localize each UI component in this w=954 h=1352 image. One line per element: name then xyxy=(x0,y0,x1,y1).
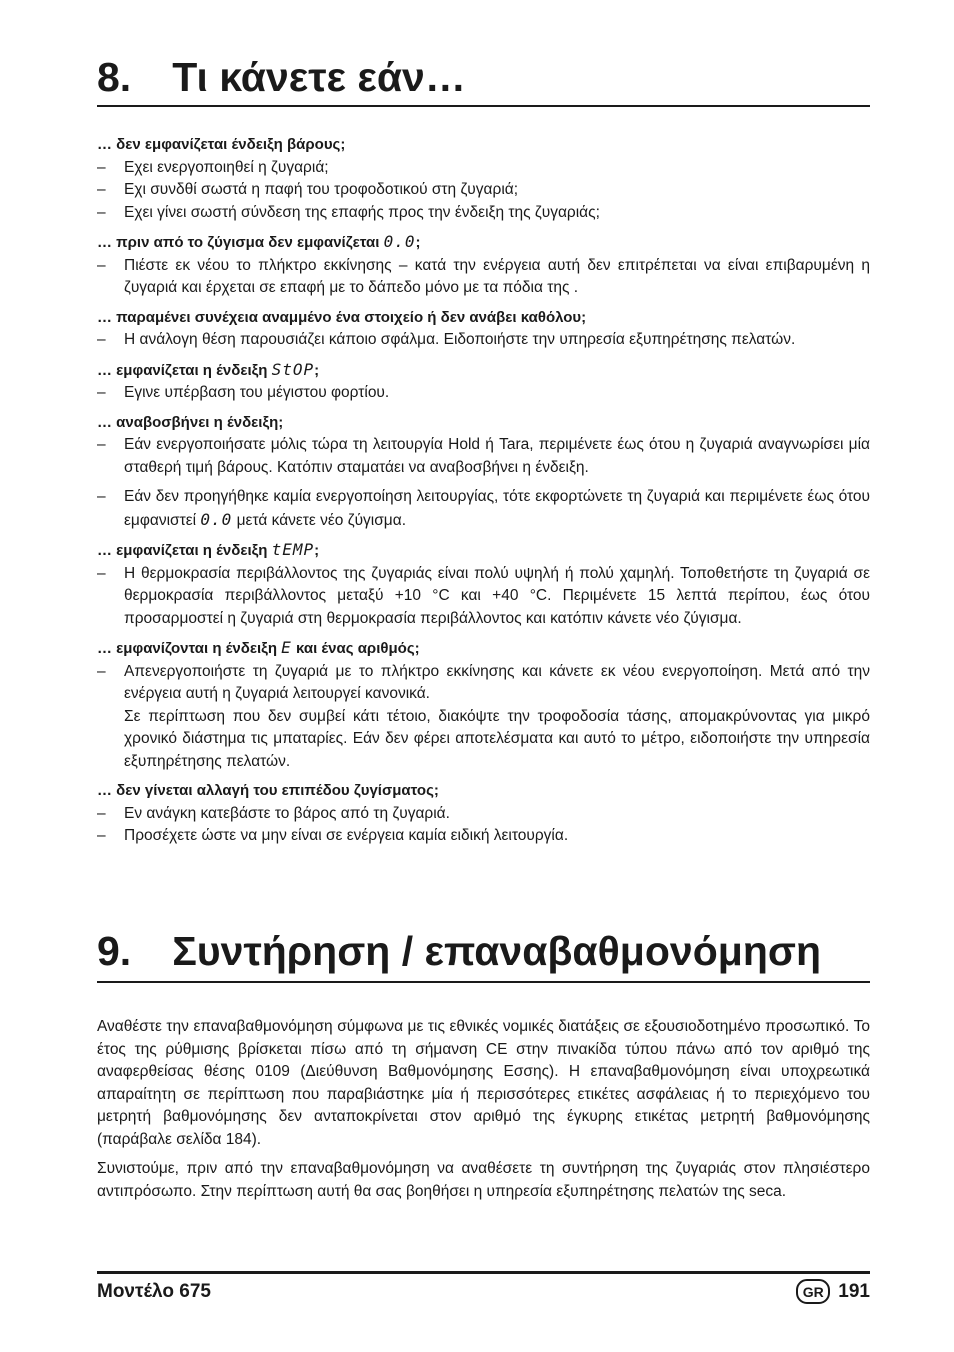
text-segment: ; xyxy=(314,361,320,379)
answer-item xyxy=(97,486,870,532)
answer-text: Εχι συνδθί σωστά η παφή του τροφοδοτικού στη ζυγαριά; xyxy=(124,181,519,198)
answer-text: Εγινε υπέρβαση του μέγιστου φορτίου. xyxy=(124,384,390,401)
question-heading xyxy=(97,231,870,255)
title-rule xyxy=(97,105,870,107)
display-readout: StOP xyxy=(271,359,315,379)
text-segment: … αναβοσβήνει η ένδειξη; xyxy=(97,413,284,431)
answer-text: Προσέχετε ώστε να μην είναι σε ενέργεια καμία ειδική λειτουργία. xyxy=(124,827,569,844)
text-segment: … εμφανίζεται η ένδειξη xyxy=(97,542,272,559)
text-segment: μετά κάνετε νέο ζύγισμα. xyxy=(232,511,407,529)
question-heading xyxy=(97,780,870,803)
question-heading xyxy=(97,307,870,330)
maintenance-text xyxy=(97,1016,870,1210)
text-segment: … δεν γίνεται αλλαγή του επιπέδου ζυγίσματος; xyxy=(97,782,439,799)
footer-model: Μοντέλο 675 xyxy=(97,1281,211,1302)
section-9-title: 9. Συντήρηση / επαναβαθμονόμηση xyxy=(97,928,821,974)
question-heading xyxy=(97,134,870,157)
text-segment: Εάν δεν προηγήθηκε καμία ενεργοποίηση λειτουργίας, τότε εκφορτώνετε τη ζυγαριά και περιμένετε έως ότου εμφανιστεί xyxy=(124,488,870,529)
answer-item xyxy=(97,382,870,405)
dash-bullet: – xyxy=(97,203,106,221)
display-readout: E xyxy=(281,638,292,657)
question-heading xyxy=(97,359,870,383)
section-8-title: 8. Τι κάνετε εάν… xyxy=(97,54,466,100)
dash-bullet: – xyxy=(97,564,106,582)
answer-text: Εάν ενεργοποιήσατε μόλις τώρα τη λειτουργία Hold ή Tara, περιμένετε έως ότου η ζυγαριά αναγνωρίσει μία σταθερή τιμή βάρους. Κατόπιν σταματάει να αναβοσβήνει η ένδειξη. xyxy=(124,436,870,476)
dash-bullet: – xyxy=(97,662,106,680)
answer-text: Εν ανάγκη κατεβάστε το βάρος από τη ζυγαριά. xyxy=(124,804,450,822)
answer-item xyxy=(97,661,870,774)
answer-text: Η θερμοκρασία περιβάλλοντος της ζυγαριάς είναι πολύ υψηλή ή πολύ χαμηλή. Τοποθετήστε τη ζυγαριά σε θερμοκρασία περιβάλλοντος μεταξύ +10 °C και +40 °C. Περιμένετε 15 λεπτά περίπου, έως ότου προσαρμοστεί η ζυγαριά στη θερμοκρασία περιβάλλοντος και κατόπιν κάνετε νέο ζύγισμα. xyxy=(124,564,870,627)
dash-bullet: – xyxy=(97,158,106,176)
text-segment: … πριν από το ζύγισμα δεν εμφανίζεται xyxy=(97,234,384,251)
text-segment: … εμφανίζεται η ένδειξη xyxy=(97,361,272,379)
dash-bullet: – xyxy=(97,256,106,274)
display-readout: 0.0 xyxy=(383,232,416,251)
page-number: 191 xyxy=(838,1280,870,1302)
text-segment: ; xyxy=(415,234,421,251)
answer-item xyxy=(97,825,870,848)
answer-item xyxy=(97,255,870,300)
text-segment: ; xyxy=(314,542,320,559)
language-badge: GR xyxy=(796,1279,830,1304)
paragraph: Αναθέστε την επαναβαθμονόμηση σύμφωνα με τις εθνικές νομικές διατάξεις σε εξουσιοδοτημένο προσωπικό. Το έτος της ρύθμισης βρίσκεται πίσω από τη σήμανση CE στην πινακίδα τύπου πάνω από τον αριθμό της αναφερθείσας θέσης 0109 (Διεύθυνση Βαθμονόμησης Εσσης). Η επαναβαθμονόμηση είναι υποχρεωτικά απαραίτητη σε περίπτωση που παραβιάστηκε μία ή περισσότερες ετικέτες ασφάλειας ή το περιεχόμενο του μετρητή βαθμονόμησης δεν ανταποκρίνεται στον αριθμό της έγκυρης ετικέτας μετρητή βαθμονόμησης (παράβαλε σελίδα 184). xyxy=(97,1018,870,1148)
title-rule xyxy=(97,981,870,983)
dash-bullet: – xyxy=(97,436,106,453)
footer-rule xyxy=(97,1271,870,1274)
answer-item xyxy=(97,179,870,202)
answer-text: Πιέστε εκ νέου το πλήκτρο εκκίνησης – κατά την ενέργεια αυτή δεν επιτρέπεται να είναι επιβαρυμένη η ζυγαριά και έρχεται σε επαφή με το δάπεδο μόνο με τα πόδια της . xyxy=(124,256,870,296)
dash-bullet: – xyxy=(97,804,106,822)
answer-item xyxy=(97,157,870,180)
dash-bullet: – xyxy=(97,827,106,844)
paragraph: Συνιστούμε, πριν από την επαναβαθμονόμηση να αναθέσετε τη συντήρηση της ζυγαριάς στον πλησιέστερο αντιπρόσωπο. Στην περίπτωση αυτή θα σας βοηθήσει η υπηρεσία εξυπηρέτησης πελατών της seca. xyxy=(97,1160,870,1200)
answer-text: Εχει ενεργοποιηθεί η ζυγαριά; xyxy=(124,158,329,176)
answer-text: Η ανάλογη θέση παρουσιάζει κάποιο σφάλμα. Ειδοποιήστε την υπηρεσία εξυπηρέτησης πελατών. xyxy=(124,331,796,348)
display-readout: 0.0 xyxy=(200,509,233,529)
text-segment: και ένας αριθμός; xyxy=(291,640,420,657)
answer-item xyxy=(97,563,870,631)
answer-text: Απενεργοποιήστε τη ζυγαριά με το πλήκτρο εκκίνησης και κάνετε εκ νέου ενεργοποίηση. Μετά από την ενέργεια αυτή η ζυγαριά λειτουργεί κανονικά. Σε περίπτωση που δεν συμβεί κάτι τέτοιο, διακόψτε την τροφοδοσία τάσης, απομακρύνοντας για μικρό χρονικό διάστημα τις μπαταρίες. Εάν δεν φέρει αποτελέσματα και αυτό το μέτρο, ειδοποιήστε την υπηρεσία εξυπηρέτησης πελατών. xyxy=(124,662,870,770)
question-heading xyxy=(97,539,870,563)
answer-item xyxy=(97,329,870,352)
display-readout: tEMP xyxy=(271,540,315,559)
dash-bullet: – xyxy=(97,384,106,401)
answer-item xyxy=(97,803,870,826)
troubleshooting-list xyxy=(97,134,870,848)
question-heading xyxy=(97,637,870,661)
answer-item xyxy=(97,434,870,479)
answer-item xyxy=(97,202,870,225)
text-segment: … παραμένει συνέχεια αναμμένο ένα στοιχείο ή δεν ανάβει καθόλου; xyxy=(97,308,587,326)
text-segment: … εμφανίζονται η ένδειξη xyxy=(97,640,282,657)
text-segment: … δεν εμφανίζεται ένδειξη βάρους; xyxy=(97,136,346,153)
question-heading xyxy=(97,412,870,435)
dash-bullet: – xyxy=(97,488,106,505)
answer-text: Εχει γίνει σωστή σύνδεση της επαφής προς την ένδειξη της ζυγαριάς; xyxy=(124,203,600,221)
footer-page-info xyxy=(796,1279,870,1304)
dash-bullet: – xyxy=(97,181,106,198)
dash-bullet: – xyxy=(97,331,106,348)
